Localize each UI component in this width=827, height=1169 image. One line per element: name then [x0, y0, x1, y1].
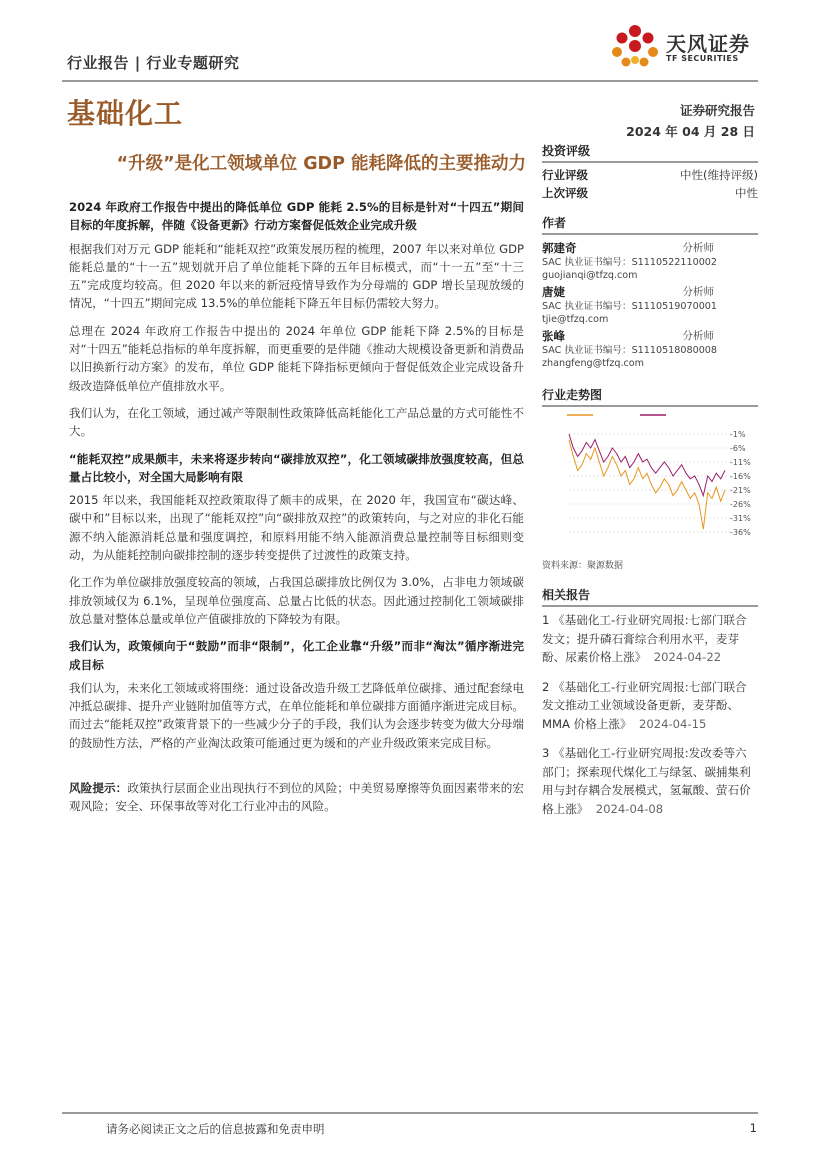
- paragraph-1: 根据我们对万元 GDP 能耗和“能耗双控”政策发展历程的梳理，2007 年以来对单位 GDP 能耗总量的“十一五”规划就开启了单位能耗下降的五年目标模式，而“十一五”至“十三五”完成度均较高。但 2020 年以来的新冠疫情导致作为分母端的 GDP 增长呈现放缓的情况，“十四五”期间完成 13.5%的单位能耗下降五年目标仍需较大努力。: [69, 241, 524, 311]
- author-entry: [542, 285, 758, 326]
- section-heading-1: 2024 年政府工作报告中提出的降低单位 GDP 能耗 2.5%的目标是针对“十四五”期间目标的年度拆解，伴随《设备更新》行动方案督促低效企业完成升级: [69, 200, 524, 233]
- series-line-2: [569, 434, 725, 496]
- rating-section: [542, 142, 758, 202]
- authors-heading: 作者: [542, 216, 567, 230]
- related-report[interactable]: [542, 611, 758, 667]
- company-logo: [608, 22, 760, 72]
- y-tick-label: -16%: [730, 472, 751, 481]
- paragraph-6: 我们认为，未来化工领域或将围绕：通过设备改造升级工艺降低单位碳排、通过配套绿电冲抵总碳排、提升产业链附加值等方式，在单位能耗和单位碳排方面循序渐进完成目标。而过去“能耗双控”政策背景下的一些减少分子的手段，我们认为会逐步转变为做大分母端的鼓励性方法，严格的产业淘汰政策可能通过更为缓和的产业升级政策来完成目标。: [69, 680, 524, 750]
- related-report[interactable]: [542, 744, 758, 818]
- trend-chart-svg: [545, 408, 757, 556]
- logo-mark-icon: [608, 22, 662, 72]
- logo-subtitle: TF SECURITIES: [666, 54, 739, 63]
- author-sac: SAC 执业证书编号：S1110518080008: [542, 345, 718, 356]
- author-role: 分析师: [682, 286, 714, 298]
- related-report-title: 2 《基础化工-行业研究周报:七部门联合发文推动工业领域设备更新，麦芽酚、MMA 价格上涨》: [542, 679, 747, 731]
- y-tick-label: -26%: [730, 500, 751, 509]
- trend-heading: 行业走势图: [542, 388, 603, 402]
- prev-rating-label: 上次评级: [542, 186, 588, 200]
- paragraph-4: 2015 年以来，我国能耗双控政策取得了颇丰的成果，在 2020 年，我国宣布“碳达峰、碳中和”目标以来，出现了“能耗双控”向“碳排放双控”的政策转向，与之对应的非化石能源不纳入能源消耗总量和强度调控，和原料用能不纳入能源消费总量控制等目标细则变动，为从能耗控制向碳排控制的逐步转变提供了过渡性的政策支持。: [69, 493, 524, 563]
- risk-label: 风险提示：: [69, 781, 128, 796]
- y-tick-label: -31%: [730, 514, 751, 523]
- author-email[interactable]: tjie@tfzq.com: [542, 314, 609, 325]
- industry-rating-value: 中性(维持评级): [680, 168, 758, 182]
- author-sac: SAC 执业证书编号：S1110522110002: [542, 257, 718, 268]
- related-section: [542, 586, 758, 829]
- author-email[interactable]: zhangfeng@tfzq.com: [542, 358, 645, 369]
- risk-warning: [69, 779, 524, 816]
- report-title: “升级”是化工领域单位 GDP 能耗降低的主要推动力: [116, 154, 526, 174]
- paragraph-2: 总理在 2024 年政府工作报告中提出的 2024 年单位 GDP 能耗下降 2.5%的目标是对“十四五”能耗总指标的单年度拆解，而更重要的是伴随《推动大规模设备更新和消费品以旧换新行动方案》的发布，单位 GDP 能耗下降指标更倾向于督促低效企业完成设备升级改造降低单位产值排放水平。: [69, 323, 524, 393]
- trend-section: [542, 386, 758, 407]
- related-report-date: 2024-04-22: [653, 650, 722, 664]
- industry-rating-row: [542, 166, 758, 184]
- related-report-date: 2024-04-08: [595, 801, 664, 816]
- footer-disclaimer[interactable]: 请务必阅读正文之后的信息披露和免责申明: [106, 1122, 325, 1136]
- trend-divider: [542, 405, 758, 407]
- related-divider: [542, 605, 758, 607]
- risk-text: 政策执行层面企业出现执行不到位的风险；中美贸易摩擦等负面因素带来的宏观风险；安全、环保事故等对化工行业冲击的风险。: [69, 781, 524, 814]
- sector-title: 基础化工: [67, 97, 184, 130]
- author-name: 张峰: [542, 329, 565, 343]
- paragraph-3: 我们认为，在化工领域，通过减产等限制性政策降低高耗能化工产品总量的方式可能性不大。: [69, 405, 524, 439]
- author-sac: SAC 执业证书编号：S1110519070001: [542, 301, 718, 312]
- author-role: 分析师: [682, 242, 714, 254]
- related-heading: 相关报告: [542, 588, 591, 602]
- author-role: 分析师: [682, 330, 714, 342]
- y-tick-label: -1%: [730, 430, 746, 439]
- author-name: 唐婕: [542, 285, 565, 299]
- y-tick-label: -36%: [730, 528, 751, 537]
- prev-rating-value: 中性: [735, 186, 758, 200]
- y-tick-label: -21%: [730, 486, 751, 495]
- prev-rating-row: [542, 184, 758, 202]
- related-report[interactable]: [542, 678, 758, 734]
- related-report-title: 1 《基础化工-行业研究周报:七部门联合发文；提升磷石膏综合利用水平，麦芽酚、尿素价格上涨》: [542, 613, 747, 664]
- paragraph-5: 化工作为单位碳排放强度较高的领域，占我国总碳排放比例仅为 3.0%，占非电力领域碳排放领域仅为 6.1%，呈现单位强度高、总量占比低的状态。因此通过控制化工领域碳排放总量对整体总量或单位产值碳排放的下降较为有限。: [69, 575, 524, 626]
- author-entry: [542, 241, 758, 282]
- page-number: 1: [749, 1121, 757, 1135]
- section-heading-2: “能耗双控”成果颇丰，未来将逐步转向“碳排放双控”，化工领域碳排放强度较高，但总量占比较小，对全国大局影响有限: [69, 451, 524, 484]
- footer-divider: [62, 1112, 758, 1114]
- y-tick-label: -11%: [730, 458, 751, 467]
- rating-divider: [542, 161, 758, 163]
- header-divider: [62, 80, 758, 82]
- authors-section: [542, 214, 758, 370]
- section-heading-3: 我们认为，政策倾向于“鼓励”而非“限制”，化工企业靠“升级”而非“淘汰”循序渐进完成目标: [69, 639, 524, 672]
- related-report-date: 2024-04-15: [638, 716, 707, 731]
- author-email[interactable]: guojianqi@tfzq.com: [542, 270, 638, 281]
- chart-source: 资料来源：聚源数据: [542, 561, 624, 571]
- authors-divider: [542, 233, 758, 235]
- logo-name: 天风证券: [666, 32, 750, 56]
- main-content: [69, 198, 524, 816]
- related-report-title: 3 《基础化工-行业研究周报:发改委等六部门；探索现代煤化工与绿氢、碳捕集利用与封存耦合发展模式，氢氟酸、萤石价格上涨》: [542, 746, 751, 816]
- report-type: 证券研究报告: [679, 103, 755, 118]
- breadcrumb: 行业报告 | 行业专题研究: [67, 54, 240, 72]
- author-entry: [542, 329, 758, 370]
- report-date: 2024 年 04 月 28 日: [626, 124, 755, 139]
- series-line-1: [569, 440, 725, 530]
- y-tick-label: -6%: [730, 444, 746, 453]
- rating-heading: 投资评级: [542, 144, 591, 158]
- industry-trend-chart: [545, 408, 757, 556]
- industry-rating-label: 行业评级: [542, 168, 588, 182]
- author-name: 郭建奇: [542, 241, 577, 255]
